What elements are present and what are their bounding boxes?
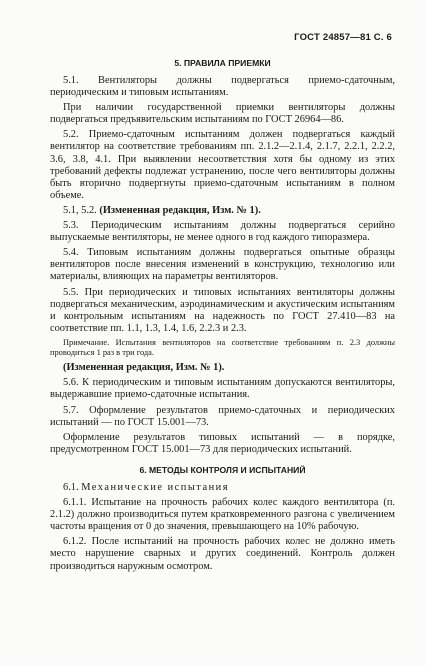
paragraph-5-1: 5.1. Вентиляторы должны подвергаться приемо-сдаточным, периодическим и типовым испытаниям.	[50, 75, 395, 99]
paragraph-5-7: 5.7. Оформление результатов приемо-сдаточных и периодических испытаний — по ГОСТ 15.001—73.	[50, 404, 395, 428]
paragraph-type-test-results: Оформление результатов типовых испытаний — в порядке, предусмотренном ГОСТ 15.001—73 для периодических испытаний.	[50, 431, 395, 455]
amendment-note-5-5: (Измененная редакция, Изм. № 1).	[63, 362, 225, 374]
paragraph-amendment-5-1-5-2	[50, 205, 395, 217]
subsection-6-1-title	[50, 482, 395, 494]
paragraph-5-5: 5.5. При периодических и типовых испытаниях вентиляторы должны подвергаться механическим, аэродинамическим и акустическим испытаниям и контрольным испытаниям на надежность по ГОСТ 27.410—83 на соответствие пп. 1.1, 1.3, 1.4, 1.6, 2.2.3 и 2.3.	[50, 286, 395, 334]
paragraph-6-1-2: 6.1.2. После испытаний на прочность рабочих колес не должно иметь место нарушение сварных и других соединений. Контроль должен производиться наружным осмотром.	[50, 536, 395, 572]
paragraph-5-4: 5.4. Типовым испытаниям должны подвергаться опытные образцы вентиляторов после внесения изменений в конструкцию, технологию или материалы, влияющих на параметры вентиляторов.	[50, 247, 395, 283]
note: Примечание. Испытания вентиляторов на соответствие требованиям п. 2.3 должны проводиться 1 раз в три года.	[50, 337, 395, 358]
page-header: ГОСТ 24857—81 С. 6	[294, 32, 392, 43]
paragraph-5-2: 5.2. Приемо-сдаточным испытаниям должен подвергаться каждый вентилятор на соответствие требованиям пп. 2.1.2—2.1.4, 2.1.7, 2.2.1, 2.2.2, 3.6, 3.8, 4.1. При выявлении несоответствия хотя бы одному из этих требований дефекты подлежат устранению, после чего вентиляторы должны быть вторично подвергнуты приемо-сдаточным испытаниям в полном объеме.	[50, 129, 395, 201]
section-6-title: 6. МЕТОДЫ КОНТРОЛЯ И ИСПЫТАНИЙ	[139, 464, 306, 475]
amendment-ref: 5.1, 5.2.	[63, 204, 97, 216]
page-content	[50, 58, 395, 576]
paragraph-state-acceptance: При наличии государственной приемки вентиляторы должны подвергаться предъявительским испытаниям по ГОСТ 26964—86.	[50, 102, 395, 126]
subsection-name: Механические испытания	[81, 481, 229, 493]
section-5-title: 5. ПРАВИЛА ПРИЕМКИ	[174, 58, 271, 68]
paragraph-5-3: 5.3. Периодическим испытаниям должны подвергаться серийно выпускаемые вентиляторы, не менее одного в год каждого типоразмера.	[50, 220, 395, 244]
amendment-note: (Измененная редакция, Изм. № 1).	[99, 204, 261, 216]
paragraph-5-6: 5.6. К периодическим и типовым испытаниям допускаются вентиляторы, выдержавшие приемо-сдаточные испытания.	[50, 377, 395, 401]
subsection-number: 6.1.	[63, 481, 79, 493]
paragraph-6-1-1: 6.1.1. Испытание на прочность рабочих колес каждого вентилятора (п. 2.1.2) должно производиться путем кратковременного разгона с увеличением частоты вращения от 0 до значения, превышающего на 10% рабочую.	[50, 497, 395, 533]
